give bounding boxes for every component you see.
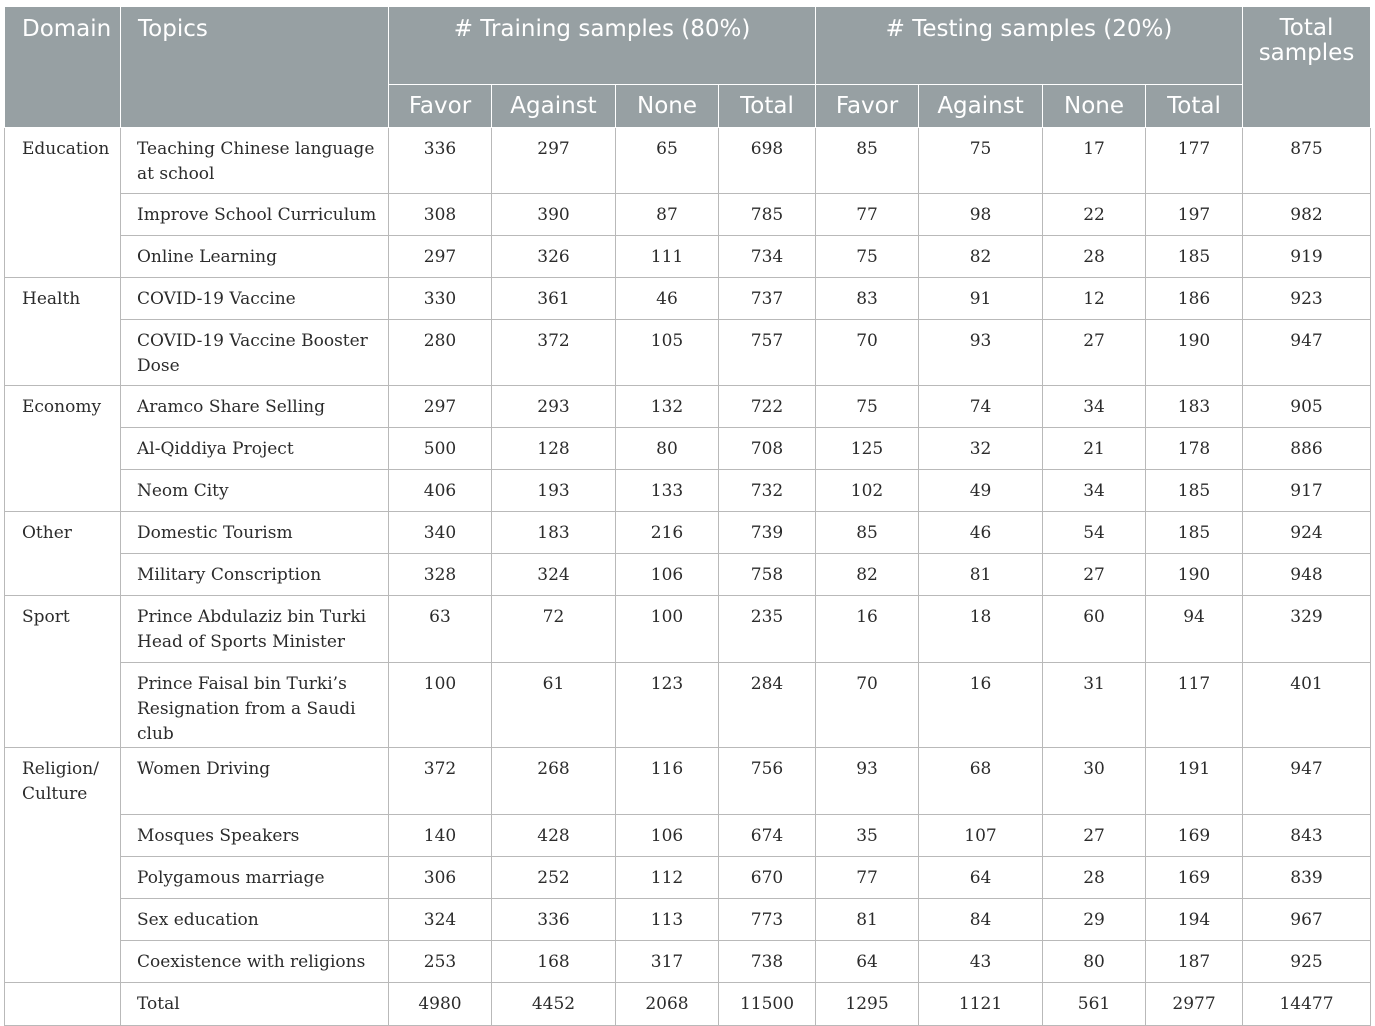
value-cell: 306 — [389, 857, 492, 899]
value-cell: 169 — [1146, 857, 1243, 899]
topic-cell: Coexistence with religions — [121, 941, 389, 983]
value-cell: 168 — [492, 941, 616, 983]
value-cell: 61 — [492, 663, 616, 748]
value-cell: 674 — [719, 815, 816, 857]
topic-cell: Al-Qiddiya Project — [121, 428, 389, 470]
topic-cell: Aramco Share Selling — [121, 386, 389, 428]
value-cell: 70 — [816, 663, 919, 748]
value-cell: 12 — [1043, 278, 1146, 320]
value-cell: 329 — [1243, 596, 1371, 663]
value-cell: 34 — [1043, 386, 1146, 428]
table-row — [5, 748, 1371, 815]
value-cell: 123 — [616, 663, 719, 748]
value-cell: 84 — [919, 899, 1043, 941]
value-cell: 29 — [1043, 899, 1146, 941]
table-row — [5, 857, 1371, 899]
value-cell: 32 — [919, 428, 1043, 470]
table-row — [5, 941, 1371, 983]
total-value-cell: 1295 — [816, 983, 919, 1026]
value-cell: 133 — [616, 470, 719, 512]
value-cell: 401 — [1243, 663, 1371, 748]
topic-cell: Women Driving — [121, 748, 389, 815]
value-cell: 100 — [616, 596, 719, 663]
total-value-cell: 2068 — [616, 983, 719, 1026]
value-cell: 87 — [616, 194, 719, 236]
topic-cell: Prince Faisal bin Turki’s Resignation from a Saudi club — [121, 663, 389, 748]
header-training-samples: # Training samples (80%) — [389, 7, 816, 85]
table-row — [5, 278, 1371, 320]
value-cell: 185 — [1146, 470, 1243, 512]
table-row — [5, 128, 1371, 194]
value-cell: 177 — [1146, 128, 1243, 194]
value-cell: 372 — [389, 748, 492, 815]
value-cell: 185 — [1146, 236, 1243, 278]
value-cell: 982 — [1243, 194, 1371, 236]
value-cell: 190 — [1146, 554, 1243, 596]
value-cell: 75 — [919, 128, 1043, 194]
value-cell: 16 — [919, 663, 1043, 748]
value-cell: 125 — [816, 428, 919, 470]
value-cell: 64 — [816, 941, 919, 983]
topic-cell: Online Learning — [121, 236, 389, 278]
value-cell: 372 — [492, 320, 616, 386]
domain-cell: Religion/ Culture — [5, 748, 121, 983]
value-cell: 85 — [816, 512, 919, 554]
value-cell: 191 — [1146, 748, 1243, 815]
value-cell: 183 — [1146, 386, 1243, 428]
value-cell: 75 — [816, 386, 919, 428]
value-cell: 112 — [616, 857, 719, 899]
topic-cell: Military Conscription — [121, 554, 389, 596]
topic-cell: Sex education — [121, 899, 389, 941]
value-cell: 698 — [719, 128, 816, 194]
header-testing-samples: # Testing samples (20%) — [816, 7, 1243, 85]
value-cell: 68 — [919, 748, 1043, 815]
value-cell: 113 — [616, 899, 719, 941]
value-cell: 46 — [919, 512, 1043, 554]
value-cell: 27 — [1043, 815, 1146, 857]
domain-cell: Education — [5, 128, 121, 278]
topic-cell: Domestic Tourism — [121, 512, 389, 554]
value-cell: 105 — [616, 320, 719, 386]
header-test-total: Total — [1146, 85, 1243, 128]
table-body — [5, 128, 1371, 1026]
value-cell: 117 — [1146, 663, 1243, 748]
value-cell: 252 — [492, 857, 616, 899]
topic-cell: Mosques Speakers — [121, 815, 389, 857]
value-cell: 785 — [719, 194, 816, 236]
value-cell: 722 — [719, 386, 816, 428]
value-cell: 324 — [492, 554, 616, 596]
value-cell: 193 — [492, 470, 616, 512]
topic-cell: Improve School Curriculum — [121, 194, 389, 236]
value-cell: 253 — [389, 941, 492, 983]
value-cell: 31 — [1043, 663, 1146, 748]
total-value-cell: 561 — [1043, 983, 1146, 1026]
header-train-against: Against — [492, 85, 616, 128]
value-cell: 773 — [719, 899, 816, 941]
value-cell: 74 — [919, 386, 1043, 428]
value-cell: 297 — [389, 386, 492, 428]
value-cell: 93 — [919, 320, 1043, 386]
value-cell: 22 — [1043, 194, 1146, 236]
value-cell: 16 — [816, 596, 919, 663]
value-cell: 919 — [1243, 236, 1371, 278]
value-cell: 361 — [492, 278, 616, 320]
value-cell: 80 — [1043, 941, 1146, 983]
value-cell: 326 — [492, 236, 616, 278]
value-cell: 886 — [1243, 428, 1371, 470]
value-cell: 27 — [1043, 554, 1146, 596]
stance-dataset-table — [4, 6, 1371, 1026]
value-cell: 60 — [1043, 596, 1146, 663]
value-cell: 875 — [1243, 128, 1371, 194]
value-cell: 670 — [719, 857, 816, 899]
value-cell: 308 — [389, 194, 492, 236]
table-row — [5, 815, 1371, 857]
value-cell: 297 — [492, 128, 616, 194]
value-cell: 317 — [616, 941, 719, 983]
value-cell: 428 — [492, 815, 616, 857]
table-row — [5, 596, 1371, 663]
header-test-none: None — [1043, 85, 1146, 128]
table-row — [5, 512, 1371, 554]
value-cell: 91 — [919, 278, 1043, 320]
value-cell: 77 — [816, 857, 919, 899]
value-cell: 500 — [389, 428, 492, 470]
header-train-total: Total — [719, 85, 816, 128]
value-cell: 82 — [816, 554, 919, 596]
value-cell: 324 — [389, 899, 492, 941]
empty-cell — [5, 983, 121, 1026]
table-header — [5, 7, 1371, 128]
value-cell: 18 — [919, 596, 1043, 663]
header-test-favor: Favor — [816, 85, 919, 128]
value-cell: 406 — [389, 470, 492, 512]
topic-cell: Polygamous marriage — [121, 857, 389, 899]
value-cell: 178 — [1146, 428, 1243, 470]
value-cell: 917 — [1243, 470, 1371, 512]
value-cell: 70 — [816, 320, 919, 386]
value-cell: 839 — [1243, 857, 1371, 899]
value-cell: 738 — [719, 941, 816, 983]
topic-cell: Teaching Chinese language at school — [121, 128, 389, 194]
value-cell: 216 — [616, 512, 719, 554]
total-value-cell: 2977 — [1146, 983, 1243, 1026]
total-value-cell: 4452 — [492, 983, 616, 1026]
value-cell: 328 — [389, 554, 492, 596]
value-cell: 186 — [1146, 278, 1243, 320]
value-cell: 140 — [389, 815, 492, 857]
header-test-against: Against — [919, 85, 1043, 128]
value-cell: 34 — [1043, 470, 1146, 512]
table-row — [5, 320, 1371, 386]
table-row — [5, 899, 1371, 941]
value-cell: 81 — [919, 554, 1043, 596]
value-cell: 107 — [919, 815, 1043, 857]
value-cell: 43 — [919, 941, 1043, 983]
value-cell: 94 — [1146, 596, 1243, 663]
value-cell: 63 — [389, 596, 492, 663]
value-cell: 85 — [816, 128, 919, 194]
topic-cell: COVID-19 Vaccine Booster Dose — [121, 320, 389, 386]
value-cell: 948 — [1243, 554, 1371, 596]
value-cell: 235 — [719, 596, 816, 663]
value-cell: 183 — [492, 512, 616, 554]
value-cell: 49 — [919, 470, 1043, 512]
topic-cell: Prince Abdulaziz bin Turki Head of Sports Minister — [121, 596, 389, 663]
value-cell: 947 — [1243, 320, 1371, 386]
value-cell: 30 — [1043, 748, 1146, 815]
value-cell: 64 — [919, 857, 1043, 899]
total-row — [5, 983, 1371, 1026]
value-cell: 72 — [492, 596, 616, 663]
value-cell: 98 — [919, 194, 1043, 236]
value-cell: 77 — [816, 194, 919, 236]
value-cell: 65 — [616, 128, 719, 194]
value-cell: 734 — [719, 236, 816, 278]
total-value-cell: 4980 — [389, 983, 492, 1026]
value-cell: 739 — [719, 512, 816, 554]
table-row — [5, 663, 1371, 748]
total-value-cell: 1121 — [919, 983, 1043, 1026]
value-cell: 197 — [1146, 194, 1243, 236]
topic-cell: COVID-19 Vaccine — [121, 278, 389, 320]
table-row — [5, 386, 1371, 428]
total-value-cell: 11500 — [719, 983, 816, 1026]
value-cell: 111 — [616, 236, 719, 278]
value-cell: 128 — [492, 428, 616, 470]
value-cell: 106 — [616, 554, 719, 596]
value-cell: 268 — [492, 748, 616, 815]
table-row — [5, 194, 1371, 236]
value-cell: 190 — [1146, 320, 1243, 386]
header-topics: Topics — [121, 7, 389, 128]
value-cell: 967 — [1243, 899, 1371, 941]
value-cell: 336 — [389, 128, 492, 194]
value-cell: 732 — [719, 470, 816, 512]
value-cell: 27 — [1043, 320, 1146, 386]
domain-cell: Economy — [5, 386, 121, 512]
value-cell: 924 — [1243, 512, 1371, 554]
value-cell: 169 — [1146, 815, 1243, 857]
header-domain: Domain — [5, 7, 121, 128]
value-cell: 340 — [389, 512, 492, 554]
value-cell: 75 — [816, 236, 919, 278]
value-cell: 93 — [816, 748, 919, 815]
value-cell: 280 — [389, 320, 492, 386]
table-row — [5, 428, 1371, 470]
value-cell: 194 — [1146, 899, 1243, 941]
value-cell: 54 — [1043, 512, 1146, 554]
total-value-cell: 14477 — [1243, 983, 1371, 1026]
value-cell: 187 — [1146, 941, 1243, 983]
table-row — [5, 236, 1371, 278]
value-cell: 708 — [719, 428, 816, 470]
value-cell: 925 — [1243, 941, 1371, 983]
value-cell: 21 — [1043, 428, 1146, 470]
value-cell: 81 — [816, 899, 919, 941]
value-cell: 284 — [719, 663, 816, 748]
value-cell: 17 — [1043, 128, 1146, 194]
domain-cell: Health — [5, 278, 121, 386]
value-cell: 905 — [1243, 386, 1371, 428]
value-cell: 35 — [816, 815, 919, 857]
header-train-none: None — [616, 85, 719, 128]
value-cell: 82 — [919, 236, 1043, 278]
domain-cell: Other — [5, 512, 121, 596]
value-cell: 330 — [389, 278, 492, 320]
value-cell: 185 — [1146, 512, 1243, 554]
value-cell: 923 — [1243, 278, 1371, 320]
header-train-favor: Favor — [389, 85, 492, 128]
value-cell: 116 — [616, 748, 719, 815]
value-cell: 46 — [616, 278, 719, 320]
topic-cell: Neom City — [121, 470, 389, 512]
value-cell: 297 — [389, 236, 492, 278]
table-row — [5, 554, 1371, 596]
value-cell: 947 — [1243, 748, 1371, 815]
value-cell: 83 — [816, 278, 919, 320]
value-cell: 756 — [719, 748, 816, 815]
value-cell: 28 — [1043, 857, 1146, 899]
value-cell: 390 — [492, 194, 616, 236]
value-cell: 843 — [1243, 815, 1371, 857]
header-total-samples: Total samples — [1243, 7, 1371, 128]
value-cell: 293 — [492, 386, 616, 428]
domain-cell: Sport — [5, 596, 121, 748]
value-cell: 28 — [1043, 236, 1146, 278]
value-cell: 758 — [719, 554, 816, 596]
value-cell: 336 — [492, 899, 616, 941]
value-cell: 100 — [389, 663, 492, 748]
value-cell: 737 — [719, 278, 816, 320]
value-cell: 132 — [616, 386, 719, 428]
value-cell: 106 — [616, 815, 719, 857]
value-cell: 102 — [816, 470, 919, 512]
total-label: Total — [121, 983, 389, 1026]
table-row — [5, 470, 1371, 512]
value-cell: 757 — [719, 320, 816, 386]
value-cell: 80 — [616, 428, 719, 470]
